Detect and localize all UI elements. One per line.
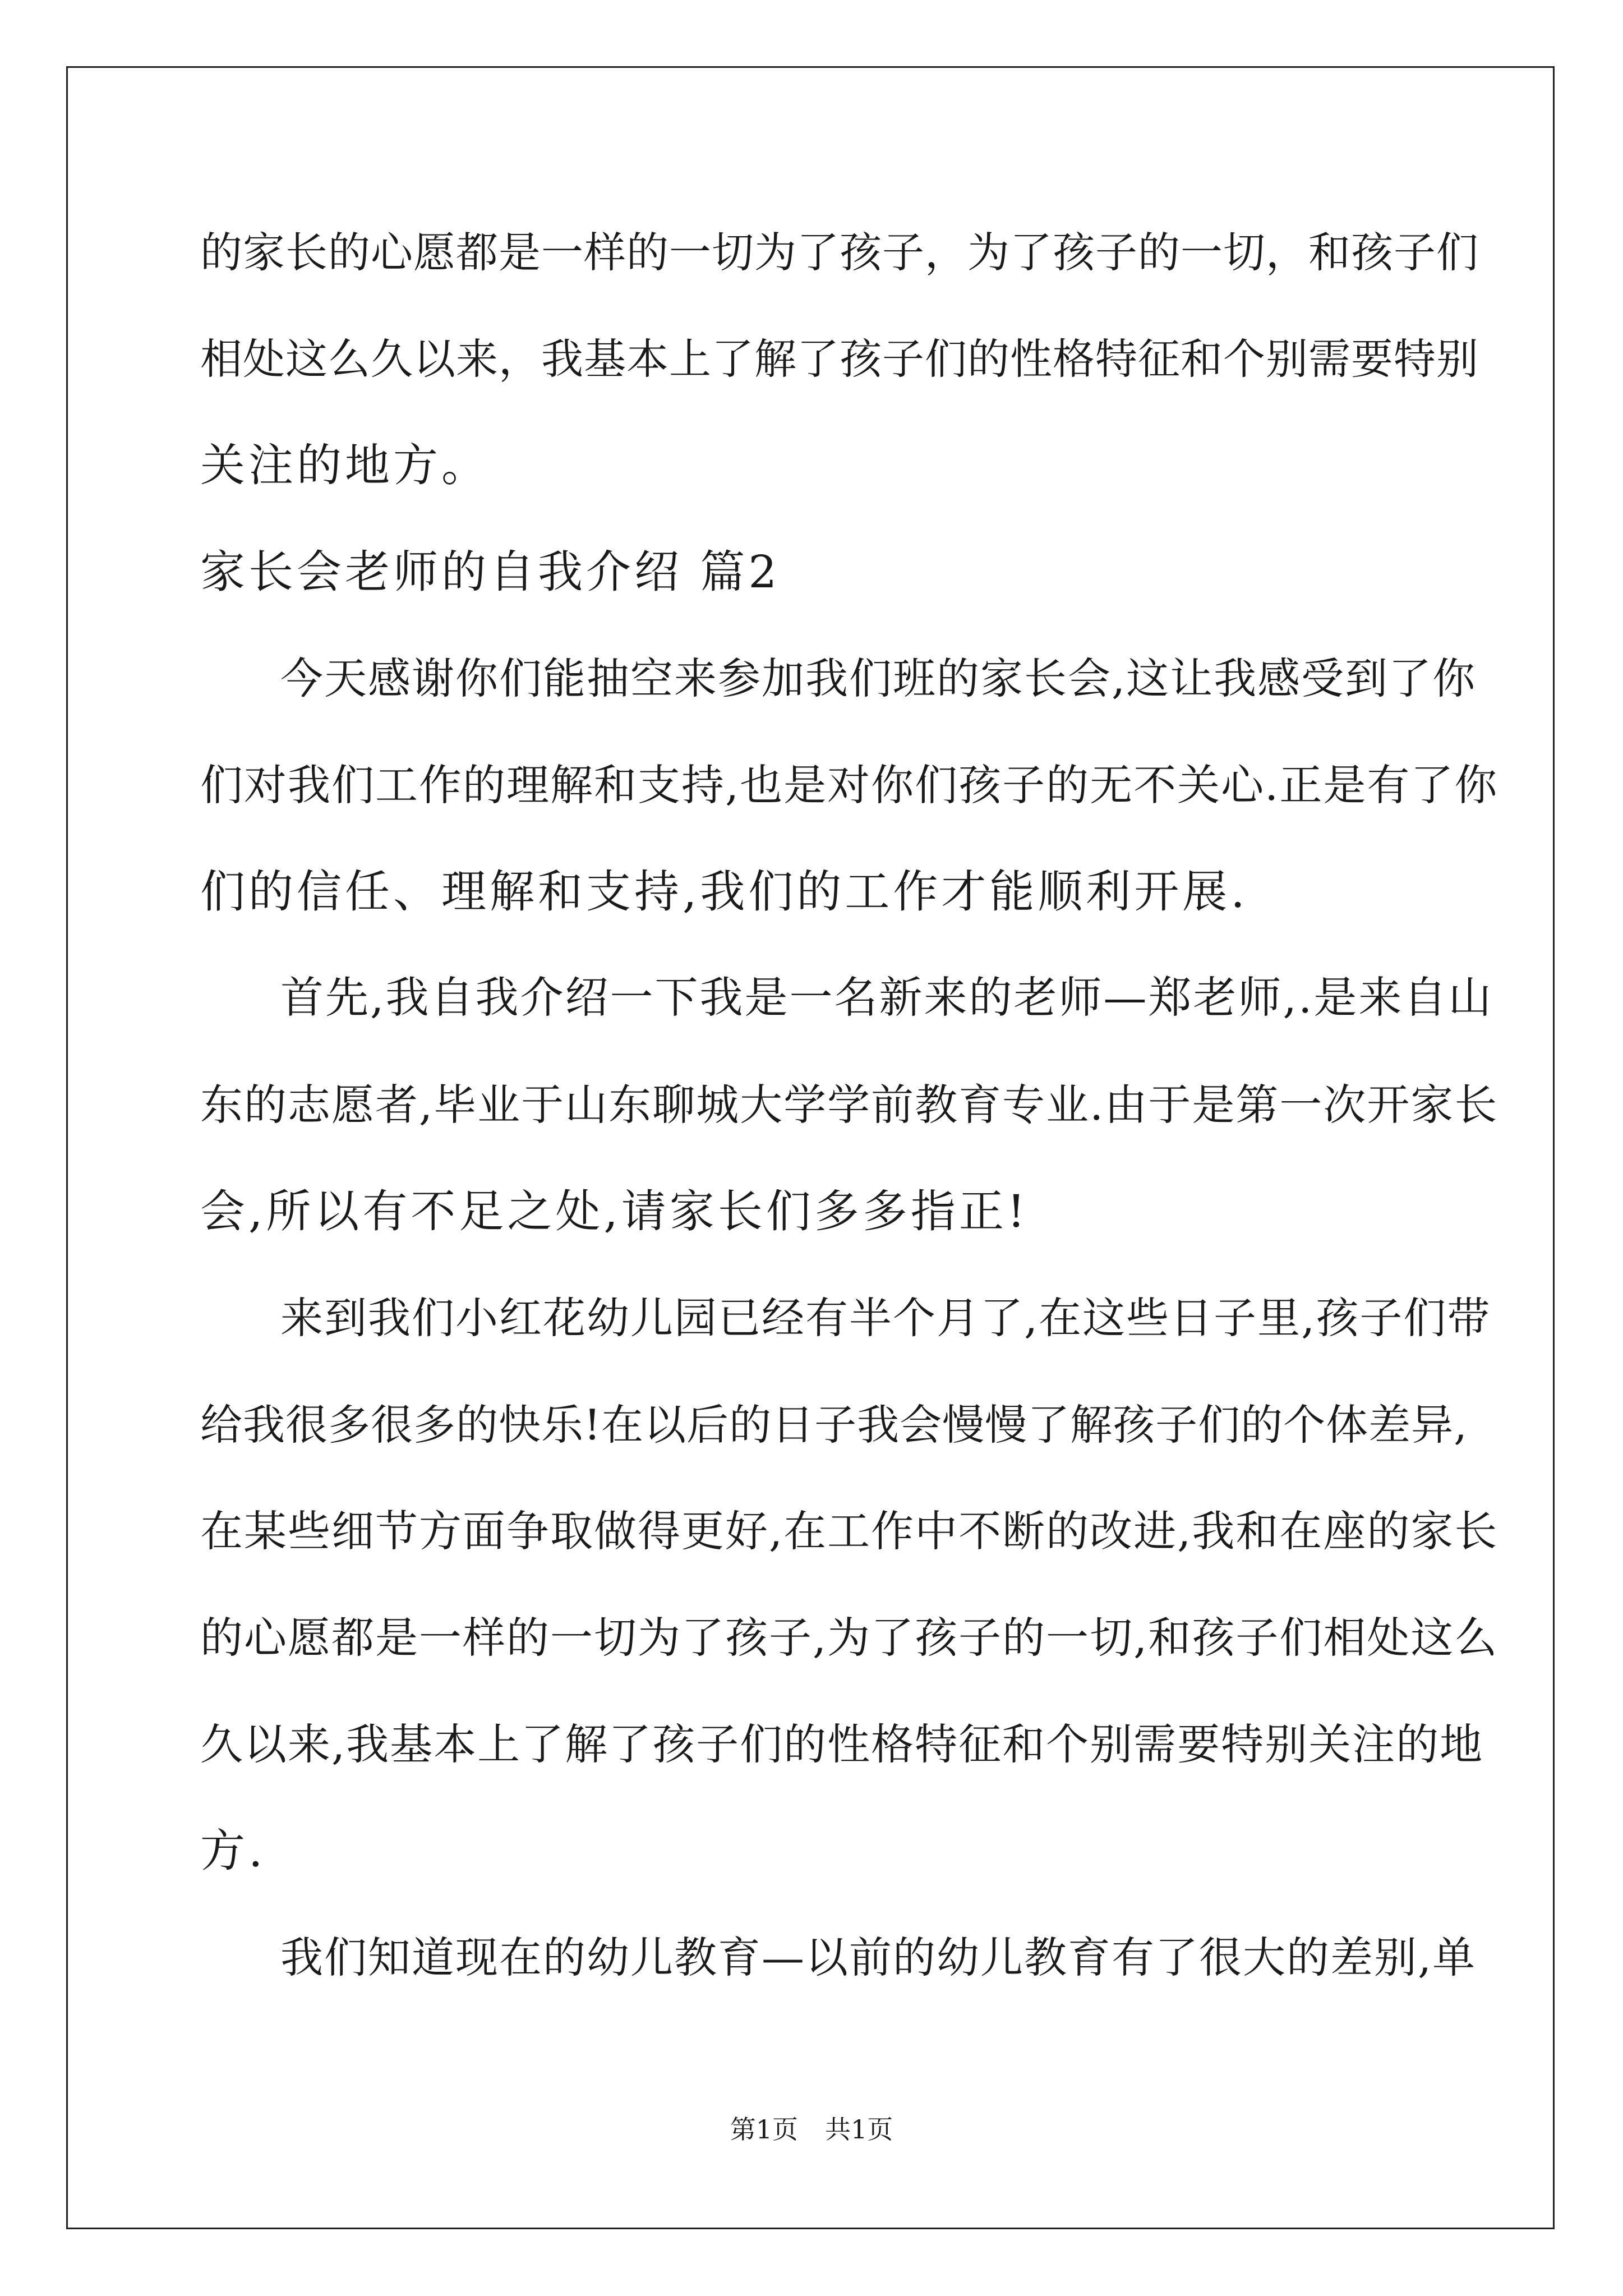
text-line-15: 久以来,我基本上了解了孩子们的性格特征和个别需要特别关注的地 [200,1719,1484,1769]
page-frame [66,66,1555,2229]
text-line-8: 首先,我自我介绍一下我是一名新来的老师—郑老师,.是来自山 [280,973,1493,1023]
text-line-7: 们的信任、理解和支持,我们的工作才能顺利开展. [200,866,1248,918]
text-line-14: 的心愿都是一样的一切为了孩子,为了孩子的一切,和孩子们相处这么 [200,1613,1498,1663]
page-footer [0,2113,1623,2146]
text-line-16: 方. [200,1825,266,1877]
text-line-6: 们对我们工作的理解和支持,也是对你们孩子的无不关心.正是有了你 [200,760,1498,810]
text-line-12: 给我很多很多的快乐!在以后的日子我会慢慢了解孩子们的个体差异, [200,1400,1468,1450]
text-line-17: 我们知道现在的幼儿教育—以前的幼儿教育有了很大的差别,单 [280,1932,1477,1982]
page-total: 共1页 [825,2114,893,2145]
text-line-9: 东的志愿者,毕业于山东聊城大学学前教育专业.由于是第一次开家长 [200,1080,1498,1130]
section-heading: 家长会老师的自我介绍 篇2 [200,546,781,598]
text-line-3: 关注的地方。 [200,439,490,491]
text-line-2: 相处这么久以来，我基本上了解了孩子们的性格特征和个别需要特别 [200,334,1479,384]
text-line-13: 在某些细节方面争取做得更好,在工作中不断的改进,我和在座的家长 [200,1506,1498,1556]
text-line-5: 今天感谢你们能抽空来参加我们班的家长会,这让我感受到了你 [280,654,1477,703]
text-line-11: 来到我们小红花幼儿园已经有半个月了,在这些日子里,孩子们带 [280,1293,1491,1343]
text-line-1: 的家长的心愿都是一样的一切为了孩子，为了孩子的一切，和孩子们 [200,228,1479,277]
text-line-10: 会,所以有不足之处,请家长们多多指正! [200,1185,1029,1237]
page-number: 第1页 [730,2114,798,2145]
